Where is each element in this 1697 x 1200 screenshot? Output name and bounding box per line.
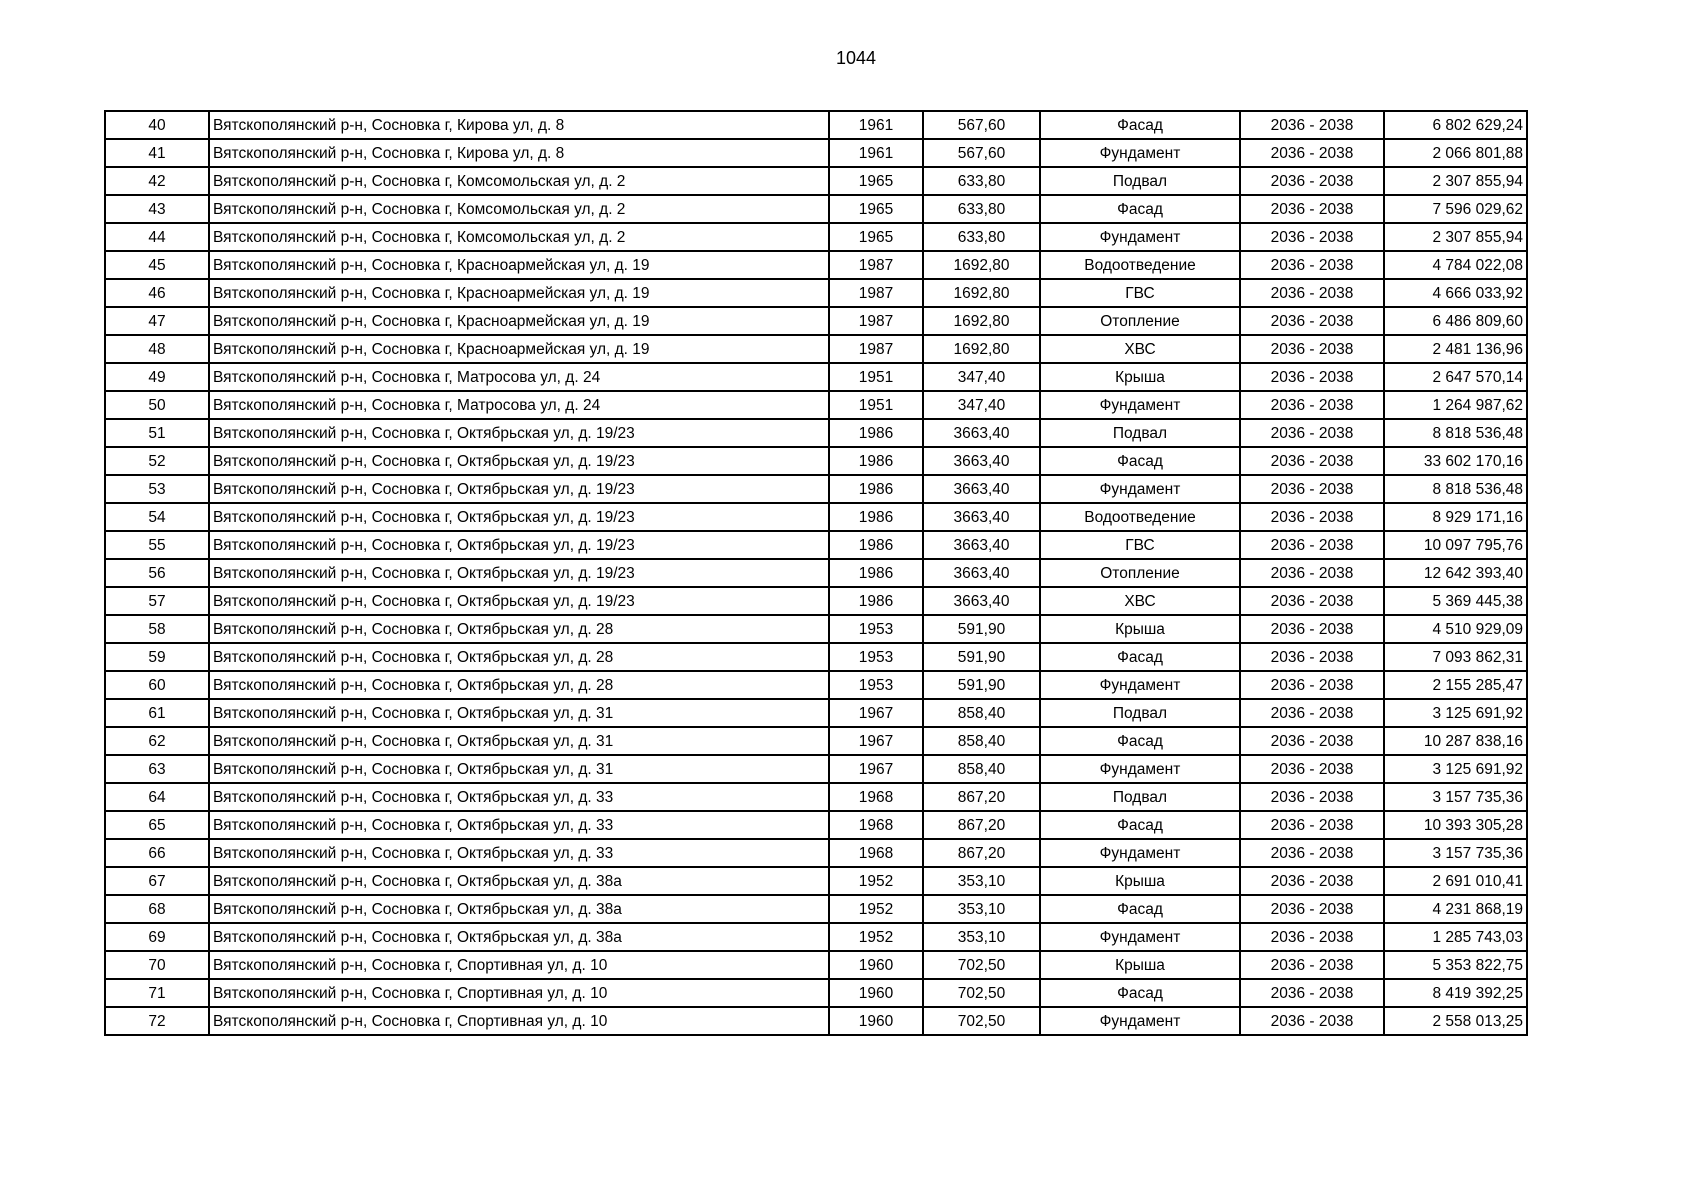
work-type-cell: ХВС (1040, 335, 1240, 363)
address-cell: Вятскополянский р-н, Сосновка г, Октябрьская ул, д. 19/23 (209, 531, 829, 559)
row-number: 66 (105, 839, 209, 867)
cost-cell: 5 353 822,75 (1384, 951, 1527, 979)
cost-cell: 4 510 929,09 (1384, 615, 1527, 643)
period-cell: 2036 - 2038 (1240, 391, 1384, 419)
table-body (105, 111, 1527, 1035)
table-row (105, 475, 1527, 503)
work-type-cell: Подвал (1040, 699, 1240, 727)
year-built-cell: 1987 (829, 279, 923, 307)
year-built-cell: 1967 (829, 699, 923, 727)
address-cell: Вятскополянский р-н, Сосновка г, Октябрьская ул, д. 31 (209, 727, 829, 755)
table-row (105, 783, 1527, 811)
table-row (105, 755, 1527, 783)
page-number: 1044 (835, 48, 877, 68)
year-built-cell: 1960 (829, 1007, 923, 1035)
cost-cell: 2 155 285,47 (1384, 671, 1527, 699)
work-type-cell: Фундамент (1040, 923, 1240, 951)
row-number: 70 (105, 951, 209, 979)
cost-cell: 3 125 691,92 (1384, 699, 1527, 727)
period-cell: 2036 - 2038 (1240, 783, 1384, 811)
work-type-cell: Фасад (1040, 727, 1240, 755)
year-built-cell: 1965 (829, 195, 923, 223)
work-type-cell: Крыша (1040, 615, 1240, 643)
cost-cell: 1 264 987,62 (1384, 391, 1527, 419)
cost-cell: 4 784 022,08 (1384, 251, 1527, 279)
work-type-cell: Фундамент (1040, 139, 1240, 167)
year-built-cell: 1953 (829, 643, 923, 671)
work-type-cell: Фундамент (1040, 671, 1240, 699)
address-cell: Вятскополянский р-н, Сосновка г, Октябрьская ул, д. 38а (209, 923, 829, 951)
work-type-cell: Фундамент (1040, 755, 1240, 783)
year-built-cell: 1986 (829, 447, 923, 475)
period-cell: 2036 - 2038 (1240, 559, 1384, 587)
address-cell: Вятскополянский р-н, Сосновка г, Октябрьская ул, д. 19/23 (209, 475, 829, 503)
row-number: 49 (105, 363, 209, 391)
area-cell: 3663,40 (923, 503, 1040, 531)
table-row (105, 139, 1527, 167)
table-row (105, 391, 1527, 419)
period-cell: 2036 - 2038 (1240, 279, 1384, 307)
period-cell: 2036 - 2038 (1240, 587, 1384, 615)
year-built-cell: 1987 (829, 335, 923, 363)
period-cell: 2036 - 2038 (1240, 475, 1384, 503)
table-row (105, 811, 1527, 839)
period-cell: 2036 - 2038 (1240, 111, 1384, 139)
area-cell: 633,80 (923, 195, 1040, 223)
area-cell: 591,90 (923, 615, 1040, 643)
cost-cell: 2 307 855,94 (1384, 167, 1527, 195)
row-number: 53 (105, 475, 209, 503)
registry-table (104, 110, 1528, 1036)
work-type-cell: Фасад (1040, 895, 1240, 923)
year-built-cell: 1960 (829, 951, 923, 979)
table-row (105, 643, 1527, 671)
area-cell: 633,80 (923, 223, 1040, 251)
year-built-cell: 1951 (829, 363, 923, 391)
cost-cell: 2 691 010,41 (1384, 867, 1527, 895)
area-cell: 858,40 (923, 755, 1040, 783)
work-type-cell: Фасад (1040, 195, 1240, 223)
period-cell: 2036 - 2038 (1240, 251, 1384, 279)
row-number: 54 (105, 503, 209, 531)
address-cell: Вятскополянский р-н, Сосновка г, Красноармейская ул, д. 19 (209, 251, 829, 279)
table-row (105, 979, 1527, 1007)
area-cell: 3663,40 (923, 587, 1040, 615)
area-cell: 591,90 (923, 671, 1040, 699)
year-built-cell: 1986 (829, 531, 923, 559)
cost-cell: 8 818 536,48 (1384, 419, 1527, 447)
address-cell: Вятскополянский р-н, Сосновка г, Октябрьская ул, д. 19/23 (209, 419, 829, 447)
year-built-cell: 1968 (829, 811, 923, 839)
period-cell: 2036 - 2038 (1240, 139, 1384, 167)
year-built-cell: 1952 (829, 867, 923, 895)
year-built-cell: 1986 (829, 559, 923, 587)
work-type-cell: Крыша (1040, 867, 1240, 895)
row-number: 69 (105, 923, 209, 951)
cost-cell: 10 097 795,76 (1384, 531, 1527, 559)
work-type-cell: ХВС (1040, 587, 1240, 615)
year-built-cell: 1965 (829, 223, 923, 251)
year-built-cell: 1986 (829, 475, 923, 503)
row-number: 68 (105, 895, 209, 923)
row-number: 65 (105, 811, 209, 839)
work-type-cell: Фундамент (1040, 391, 1240, 419)
cost-cell: 3 157 735,36 (1384, 839, 1527, 867)
year-built-cell: 1952 (829, 923, 923, 951)
address-cell: Вятскополянский р-н, Сосновка г, Октябрьская ул, д. 28 (209, 671, 829, 699)
row-number: 64 (105, 783, 209, 811)
area-cell: 567,60 (923, 111, 1040, 139)
period-cell: 2036 - 2038 (1240, 671, 1384, 699)
area-cell: 858,40 (923, 727, 1040, 755)
table-row (105, 699, 1527, 727)
area-cell: 591,90 (923, 643, 1040, 671)
work-type-cell: Фасад (1040, 811, 1240, 839)
area-cell: 1692,80 (923, 279, 1040, 307)
area-cell: 633,80 (923, 167, 1040, 195)
row-number: 67 (105, 867, 209, 895)
area-cell: 3663,40 (923, 447, 1040, 475)
period-cell: 2036 - 2038 (1240, 811, 1384, 839)
table-row (105, 251, 1527, 279)
year-built-cell: 1965 (829, 167, 923, 195)
row-number: 52 (105, 447, 209, 475)
table-row (105, 167, 1527, 195)
year-built-cell: 1987 (829, 307, 923, 335)
row-number: 63 (105, 755, 209, 783)
area-cell: 1692,80 (923, 307, 1040, 335)
year-built-cell: 1987 (829, 251, 923, 279)
year-built-cell: 1951 (829, 391, 923, 419)
address-cell: Вятскополянский р-н, Сосновка г, Октябрьская ул, д. 19/23 (209, 503, 829, 531)
address-cell: Вятскополянский р-н, Сосновка г, Октябрьская ул, д. 19/23 (209, 559, 829, 587)
work-type-cell: Фасад (1040, 979, 1240, 1007)
year-built-cell: 1960 (829, 979, 923, 1007)
address-cell: Вятскополянский р-н, Сосновка г, Красноармейская ул, д. 19 (209, 279, 829, 307)
row-number: 41 (105, 139, 209, 167)
period-cell: 2036 - 2038 (1240, 419, 1384, 447)
row-number: 45 (105, 251, 209, 279)
address-cell: Вятскополянский р-н, Сосновка г, Октябрьская ул, д. 33 (209, 839, 829, 867)
work-type-cell: Фасад (1040, 111, 1240, 139)
period-cell: 2036 - 2038 (1240, 307, 1384, 335)
work-type-cell: Крыша (1040, 363, 1240, 391)
row-number: 58 (105, 615, 209, 643)
cost-cell: 1 285 743,03 (1384, 923, 1527, 951)
address-cell: Вятскополянский р-н, Сосновка г, Красноармейская ул, д. 19 (209, 307, 829, 335)
area-cell: 702,50 (923, 979, 1040, 1007)
period-cell: 2036 - 2038 (1240, 363, 1384, 391)
row-number: 50 (105, 391, 209, 419)
table-row (105, 279, 1527, 307)
period-cell: 2036 - 2038 (1240, 223, 1384, 251)
cost-cell: 4 231 868,19 (1384, 895, 1527, 923)
cost-cell: 33 602 170,16 (1384, 447, 1527, 475)
row-number: 42 (105, 167, 209, 195)
area-cell: 3663,40 (923, 475, 1040, 503)
row-number: 59 (105, 643, 209, 671)
area-cell: 1692,80 (923, 335, 1040, 363)
cost-cell: 2 307 855,94 (1384, 223, 1527, 251)
period-cell: 2036 - 2038 (1240, 839, 1384, 867)
area-cell: 3663,40 (923, 419, 1040, 447)
work-type-cell: Крыша (1040, 951, 1240, 979)
table-row (105, 951, 1527, 979)
cost-cell: 10 287 838,16 (1384, 727, 1527, 755)
cost-cell: 5 369 445,38 (1384, 587, 1527, 615)
period-cell: 2036 - 2038 (1240, 531, 1384, 559)
table-row (105, 307, 1527, 335)
period-cell: 2036 - 2038 (1240, 727, 1384, 755)
cost-cell: 8 419 392,25 (1384, 979, 1527, 1007)
area-cell: 1692,80 (923, 251, 1040, 279)
period-cell: 2036 - 2038 (1240, 615, 1384, 643)
area-cell: 347,40 (923, 391, 1040, 419)
cost-cell: 2 066 801,88 (1384, 139, 1527, 167)
year-built-cell: 1986 (829, 419, 923, 447)
area-cell: 3663,40 (923, 531, 1040, 559)
table-row (105, 727, 1527, 755)
row-number: 51 (105, 419, 209, 447)
table-row (105, 111, 1527, 139)
year-built-cell: 1961 (829, 139, 923, 167)
address-cell: Вятскополянский р-н, Сосновка г, Октябрьская ул, д. 28 (209, 615, 829, 643)
table-row (105, 363, 1527, 391)
table-row (105, 419, 1527, 447)
row-number: 47 (105, 307, 209, 335)
work-type-cell: Отопление (1040, 559, 1240, 587)
table-row (105, 895, 1527, 923)
year-built-cell: 1952 (829, 895, 923, 923)
table-row (105, 615, 1527, 643)
work-type-cell: Подвал (1040, 167, 1240, 195)
table-row (105, 531, 1527, 559)
work-type-cell: Отопление (1040, 307, 1240, 335)
cost-cell: 10 393 305,28 (1384, 811, 1527, 839)
work-type-cell: Водоотведение (1040, 251, 1240, 279)
row-number: 62 (105, 727, 209, 755)
cost-cell: 6 802 629,24 (1384, 111, 1527, 139)
period-cell: 2036 - 2038 (1240, 643, 1384, 671)
period-cell: 2036 - 2038 (1240, 951, 1384, 979)
area-cell: 353,10 (923, 867, 1040, 895)
row-number: 48 (105, 335, 209, 363)
period-cell: 2036 - 2038 (1240, 895, 1384, 923)
table-row (105, 671, 1527, 699)
year-built-cell: 1967 (829, 727, 923, 755)
area-cell: 353,10 (923, 895, 1040, 923)
address-cell: Вятскополянский р-н, Сосновка г, Кирова ул, д. 8 (209, 111, 829, 139)
cost-cell: 7 596 029,62 (1384, 195, 1527, 223)
work-type-cell: Фундамент (1040, 839, 1240, 867)
period-cell: 2036 - 2038 (1240, 923, 1384, 951)
work-type-cell: Подвал (1040, 783, 1240, 811)
work-type-cell: Фундамент (1040, 475, 1240, 503)
period-cell: 2036 - 2038 (1240, 979, 1384, 1007)
cost-cell: 4 666 033,92 (1384, 279, 1527, 307)
row-number: 61 (105, 699, 209, 727)
row-number: 56 (105, 559, 209, 587)
year-built-cell: 1961 (829, 111, 923, 139)
table-row (105, 447, 1527, 475)
cost-cell: 2 647 570,14 (1384, 363, 1527, 391)
address-cell: Вятскополянский р-н, Сосновка г, Комсомольская ул, д. 2 (209, 195, 829, 223)
address-cell: Вятскополянский р-н, Сосновка г, Октябрьская ул, д. 19/23 (209, 447, 829, 475)
period-cell: 2036 - 2038 (1240, 1007, 1384, 1035)
year-built-cell: 1967 (829, 755, 923, 783)
period-cell: 2036 - 2038 (1240, 167, 1384, 195)
area-cell: 858,40 (923, 699, 1040, 727)
table-row (105, 867, 1527, 895)
area-cell: 567,60 (923, 139, 1040, 167)
address-cell: Вятскополянский р-н, Сосновка г, Матросова ул, д. 24 (209, 391, 829, 419)
area-cell: 867,20 (923, 839, 1040, 867)
row-number: 71 (105, 979, 209, 1007)
year-built-cell: 1986 (829, 503, 923, 531)
address-cell: Вятскополянский р-н, Сосновка г, Октябрьская ул, д. 33 (209, 783, 829, 811)
address-cell: Вятскополянский р-н, Сосновка г, Октябрьская ул, д. 38а (209, 895, 829, 923)
work-type-cell: ГВС (1040, 279, 1240, 307)
table-row (105, 223, 1527, 251)
address-cell: Вятскополянский р-н, Сосновка г, Октябрьская ул, д. 31 (209, 699, 829, 727)
table-row (105, 559, 1527, 587)
cost-cell: 6 486 809,60 (1384, 307, 1527, 335)
address-cell: Вятскополянский р-н, Сосновка г, Матросова ул, д. 24 (209, 363, 829, 391)
area-cell: 3663,40 (923, 559, 1040, 587)
cost-cell: 7 093 862,31 (1384, 643, 1527, 671)
address-cell: Вятскополянский р-н, Сосновка г, Октябрьская ул, д. 19/23 (209, 587, 829, 615)
area-cell: 353,10 (923, 923, 1040, 951)
row-number: 46 (105, 279, 209, 307)
cost-cell: 12 642 393,40 (1384, 559, 1527, 587)
table-row (105, 1007, 1527, 1035)
address-cell: Вятскополянский р-н, Сосновка г, Красноармейская ул, д. 19 (209, 335, 829, 363)
address-cell: Вятскополянский р-н, Сосновка г, Октябрьская ул, д. 38а (209, 867, 829, 895)
cost-cell: 8 929 171,16 (1384, 503, 1527, 531)
address-cell: Вятскополянский р-н, Сосновка г, Октябрьская ул, д. 33 (209, 811, 829, 839)
work-type-cell: ГВС (1040, 531, 1240, 559)
row-number: 57 (105, 587, 209, 615)
cost-cell: 8 818 536,48 (1384, 475, 1527, 503)
address-cell: Вятскополянский р-н, Сосновка г, Октябрьская ул, д. 28 (209, 643, 829, 671)
row-number: 55 (105, 531, 209, 559)
area-cell: 347,40 (923, 363, 1040, 391)
table-row (105, 587, 1527, 615)
table-row (105, 335, 1527, 363)
period-cell: 2036 - 2038 (1240, 503, 1384, 531)
work-type-cell: Фундамент (1040, 223, 1240, 251)
year-built-cell: 1953 (829, 671, 923, 699)
table-row (105, 503, 1527, 531)
table-row (105, 839, 1527, 867)
address-cell: Вятскополянский р-н, Сосновка г, Комсомольская ул, д. 2 (209, 223, 829, 251)
year-built-cell: 1953 (829, 615, 923, 643)
row-number: 60 (105, 671, 209, 699)
area-cell: 702,50 (923, 951, 1040, 979)
address-cell: Вятскополянский р-н, Сосновка г, Спортивная ул, д. 10 (209, 1007, 829, 1035)
work-type-cell: Фундамент (1040, 1007, 1240, 1035)
work-type-cell: Фасад (1040, 447, 1240, 475)
period-cell: 2036 - 2038 (1240, 867, 1384, 895)
period-cell: 2036 - 2038 (1240, 755, 1384, 783)
cost-cell: 3 125 691,92 (1384, 755, 1527, 783)
address-cell: Вятскополянский р-н, Сосновка г, Спортивная ул, д. 10 (209, 979, 829, 1007)
period-cell: 2036 - 2038 (1240, 699, 1384, 727)
address-cell: Вятскополянский р-н, Сосновка г, Кирова ул, д. 8 (209, 139, 829, 167)
row-number: 43 (105, 195, 209, 223)
work-type-cell: Водоотведение (1040, 503, 1240, 531)
period-cell: 2036 - 2038 (1240, 195, 1384, 223)
period-cell: 2036 - 2038 (1240, 335, 1384, 363)
cost-cell: 3 157 735,36 (1384, 783, 1527, 811)
row-number: 72 (105, 1007, 209, 1035)
area-cell: 867,20 (923, 783, 1040, 811)
row-number: 40 (105, 111, 209, 139)
cost-cell: 2 481 136,96 (1384, 335, 1527, 363)
year-built-cell: 1986 (829, 587, 923, 615)
address-cell: Вятскополянский р-н, Сосновка г, Спортивная ул, д. 10 (209, 951, 829, 979)
table-row (105, 195, 1527, 223)
area-cell: 702,50 (923, 1007, 1040, 1035)
cost-cell: 2 558 013,25 (1384, 1007, 1527, 1035)
area-cell: 867,20 (923, 811, 1040, 839)
year-built-cell: 1968 (829, 783, 923, 811)
address-cell: Вятскополянский р-н, Сосновка г, Комсомольская ул, д. 2 (209, 167, 829, 195)
work-type-cell: Фасад (1040, 643, 1240, 671)
row-number: 44 (105, 223, 209, 251)
table-row (105, 923, 1527, 951)
address-cell: Вятскополянский р-н, Сосновка г, Октябрьская ул, д. 31 (209, 755, 829, 783)
period-cell: 2036 - 2038 (1240, 447, 1384, 475)
year-built-cell: 1968 (829, 839, 923, 867)
work-type-cell: Подвал (1040, 419, 1240, 447)
